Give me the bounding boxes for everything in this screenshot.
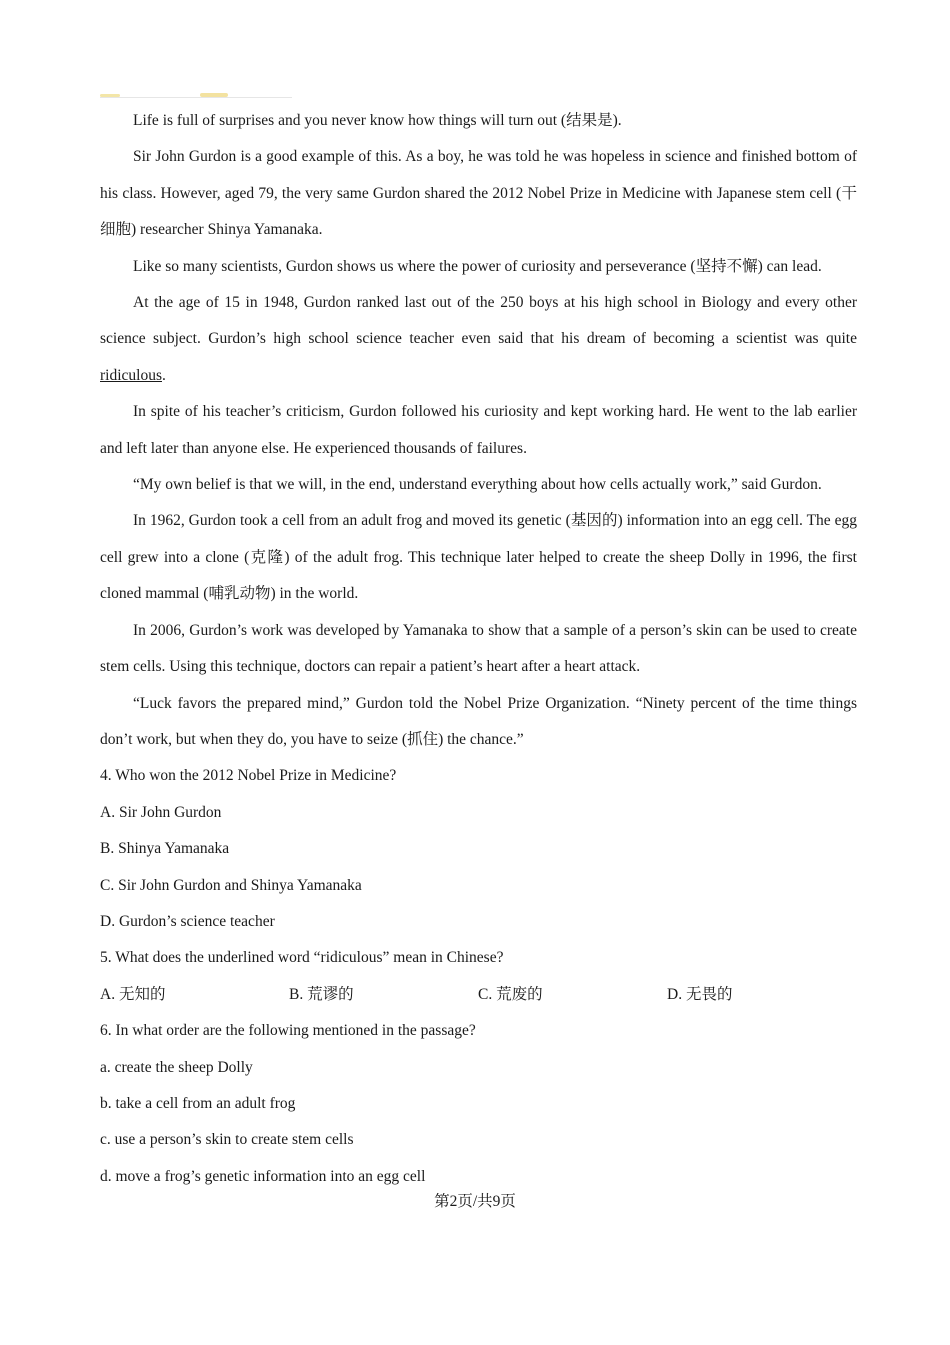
- header-watermark: [100, 92, 292, 98]
- paragraph-8: In 2006, Gurdon’s work was developed by Yamanaka to show that a sample of a person’s skin can be used to create stem cells. Using this technique, doctors can repair a patient’s heart after a heart attack.: [100, 621, 857, 676]
- question-6-stem: 6. In what order are the following mentioned in the passage?: [100, 1022, 476, 1040]
- paragraph-3: Like so many scientists, Gurdon shows us where the power of curiosity and perseverance (坚持不懈) can lead.: [133, 257, 822, 275]
- question-5-stem: 5. What does the underlined word “ridiculous” mean in Chinese?: [100, 949, 504, 967]
- question-4-option-b: B. Shinya Yamanaka: [100, 840, 230, 858]
- question-5-option-c: C. 荒废的: [478, 985, 543, 1003]
- question-4-option-c: C. Sir John Gurdon and Shinya Yamanaka: [100, 876, 362, 894]
- document-page: [100, 103, 857, 1195]
- question-6-item-b: b. take a cell from an adult frog: [100, 1094, 296, 1112]
- paragraph-4-text: At the age of 15 in 1948, Gurdon ranked last out of the 250 boys at his high school in Biology and every other science subject. Gurdon’s high school science teacher even said that his dream of becoming a scientist was quite: [100, 294, 857, 348]
- underlined-word: ridiculous: [100, 366, 162, 384]
- paragraph-9: “Luck favors the prepared mind,” Gurdon told the Nobel Prize Organization. “Ninety percent of the time things don’t work, but when they do, you have to seize (抓住) the chance.”: [100, 694, 857, 748]
- paragraph-4-end: .: [162, 366, 166, 384]
- question-4-option-a: A. Sir John Gurdon: [100, 803, 222, 821]
- paragraph-1: Life is full of surprises and you never know how things will turn out (结果是).: [133, 112, 622, 129]
- paragraph-7: In 1962, Gurdon took a cell from an adult frog and moved its genetic (基因的) information into an egg cell. The egg cell grew into a clone (克隆) of the adult frog. This technique later helped to create the sheep Dolly in 1996, the first cloned mammal (哺乳动物) in the world.: [100, 512, 857, 603]
- question-5-options: [100, 977, 857, 1013]
- question-4-stem: 4. Who won the 2012 Nobel Prize in Medicine?: [100, 767, 397, 785]
- paragraph-5: In spite of his teacher’s criticism, Gurdon followed his curiosity and kept working hard. He went to the lab earlier and left later than anyone else. He experienced thousands of failures.: [100, 403, 857, 457]
- question-5-option-b: B. 荒谬的: [289, 985, 354, 1003]
- question-4-option-d: D. Gurdon’s science teacher: [100, 912, 275, 930]
- page-footer: 第2页/共9页: [434, 1193, 516, 1210]
- question-6-item-d: d. move a frog’s genetic information into an egg cell: [100, 1167, 426, 1185]
- question-5-option-a: A. 无知的: [100, 985, 166, 1003]
- paragraph-4: [100, 285, 857, 394]
- question-6-item-a: a. create the sheep Dolly: [100, 1058, 253, 1076]
- question-6-item-c: c. use a person’s skin to create stem cells: [100, 1131, 354, 1149]
- question-5-option-d: D. 无畏的: [667, 985, 733, 1003]
- paragraph-2: Sir John Gurdon is a good example of this. As a boy, he was told he was hopeless in science and finished bottom of his class. However, aged 79, the very same Gurdon shared the 2012 Nobel Prize in Medicine with Japanese stem cell (干细胞) researcher Shinya Yamanaka.: [100, 148, 857, 239]
- paragraph-6: “My own belief is that we will, in the end, understand everything about how cells actually work,” said Gurdon.: [133, 476, 822, 494]
